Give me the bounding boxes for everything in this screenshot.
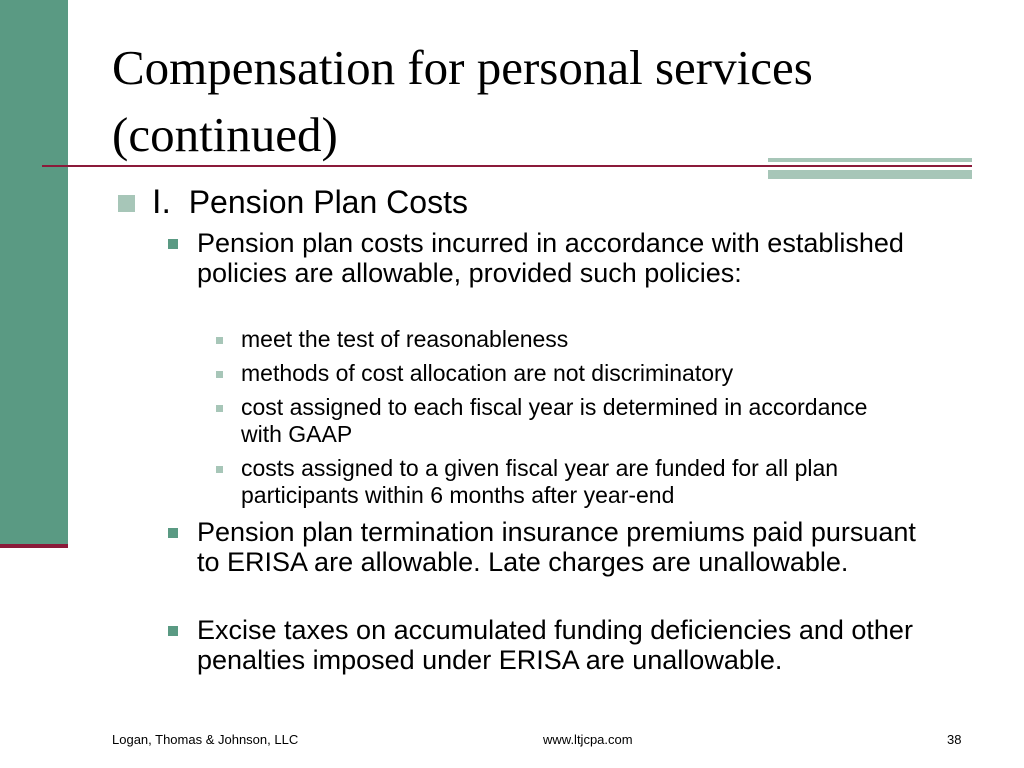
title-accent-stripe-bottom — [768, 170, 972, 179]
list-item-text: Pension plan termination insurance premiums paid pursuant to ERISA are allowable. Late charges are unallowable. — [197, 517, 916, 577]
title-divider — [42, 165, 972, 167]
slide-title — [112, 34, 992, 168]
slide-title-line-2: (continued) — [112, 107, 338, 162]
sub-list-item — [216, 360, 936, 387]
left-accent-underline — [0, 544, 68, 548]
square-bullet-icon — [216, 337, 223, 344]
square-bullet-icon — [168, 239, 178, 249]
square-bullet-icon — [216, 371, 223, 378]
sub-list-item — [216, 455, 936, 509]
section-heading-text — [152, 183, 468, 221]
title-accent-stripe-top — [768, 158, 972, 162]
sub-list-item-text: costs assigned to a given fiscal year are funded for all plan participants within 6 months after year-end — [241, 455, 839, 508]
square-bullet-icon — [168, 626, 178, 636]
section-label: Pension Plan Costs — [188, 184, 468, 220]
list-item — [168, 517, 958, 577]
slide-title-line-1: Compensation for personal services — [112, 40, 813, 95]
list-item-text: Pension plan costs incurred in accordance with established policies are allowable, provided such policies: — [197, 228, 904, 288]
sub-list-item-text: methods of cost allocation are not discriminatory — [241, 360, 734, 386]
square-bullet-icon — [216, 466, 223, 473]
sub-list-item — [216, 326, 936, 353]
list-item — [168, 615, 958, 675]
footer-website: www.ltjcpa.com — [543, 732, 633, 747]
square-bullet-icon — [168, 528, 178, 538]
page-number: 38 — [947, 732, 962, 747]
section-roman-numeral: I. — [152, 183, 171, 221]
sub-list-item-text: cost assigned to each fiscal year is determined in accordance with GAAP — [241, 394, 868, 447]
sub-list-item — [216, 394, 936, 448]
list-item — [168, 228, 958, 288]
square-bullet-icon — [216, 405, 223, 412]
sub-list-item-text: meet the test of reasonableness — [241, 326, 569, 352]
footer-company: Logan, Thomas & Johnson, LLC — [112, 732, 299, 747]
list-item-text: Excise taxes on accumulated funding deficiencies and other penalties imposed under ERISA are unallowable. — [197, 615, 913, 675]
left-accent-bar — [0, 0, 68, 546]
square-bullet-icon — [118, 195, 135, 212]
